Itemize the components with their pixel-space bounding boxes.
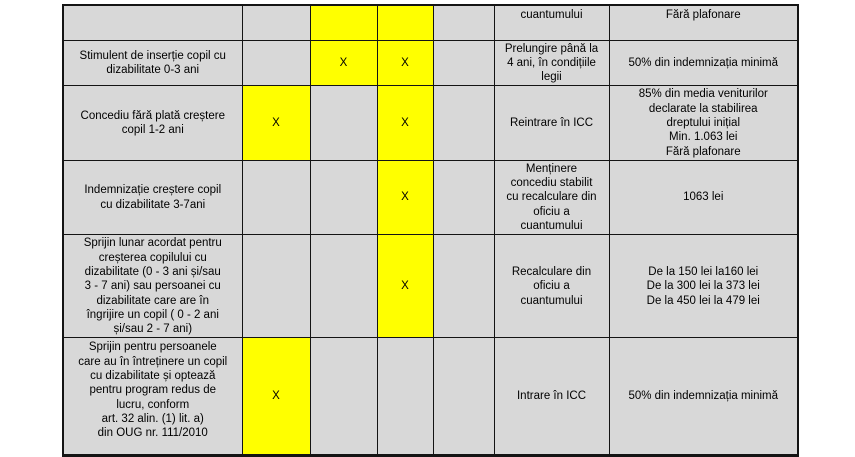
flag-col-3-cell <box>377 5 433 40</box>
row-stimulent-insertie <box>63 40 798 86</box>
flag-col-3-cell: X <box>377 160 433 234</box>
flag-col-1-cell <box>242 40 310 86</box>
condition-cell: Recalculare din oficiu a cuantumului <box>494 235 609 338</box>
condition-cell: Menținere concediu stabilit cu recalculare din oficiu a cuantumului <box>494 160 609 234</box>
flag-col-3-cell: X <box>377 86 433 160</box>
flag-col-3-cell: X <box>377 235 433 338</box>
flag-col-1-cell: X <box>242 338 310 456</box>
flag-col-2-cell <box>310 86 377 160</box>
document-page <box>62 4 799 457</box>
benefit-name-cell: Sprijin lunar acordat pentru creșterea copilului cu dizabilitate (0 - 3 ani și/sau 3 - 7 ani) sau persoanei cu dizabilitate care are în îngrijire un copil ( 0 - 2 ani și/sau 2 - 7 ani) <box>63 235 242 338</box>
row-sprijin-program-redus <box>63 338 798 456</box>
flag-col-4-cell <box>433 235 494 338</box>
condition-cell: Reintrare în ICC <box>494 86 609 160</box>
flag-col-2-cell <box>310 235 377 338</box>
benefit-name-cell <box>63 5 242 40</box>
flag-col-3-cell: X <box>377 40 433 86</box>
amount-cell: 50% din indemnizația minimă <box>609 338 798 456</box>
flag-col-1-cell <box>242 235 310 338</box>
amount-cell: 85% din media veniturilor declarate la stabilirea dreptului inițial Min. 1.063 lei Fără plafonare <box>609 86 798 160</box>
condition-cell: Intrare în ICC <box>494 338 609 456</box>
amount-cell: 1063 lei <box>609 160 798 234</box>
flag-col-1-cell <box>242 5 310 40</box>
flag-col-2-cell: X <box>310 40 377 86</box>
condition-cell: Prelungire până la 4 ani, în condițiile legii <box>494 40 609 86</box>
amount-cell: De la 150 lei la160 lei De la 300 lei la 373 lei De la 450 lei la 479 lei <box>609 235 798 338</box>
flag-col-3-cell <box>377 338 433 456</box>
amount-cell: Fără plafonare <box>609 5 798 40</box>
row-sprijin-lunar <box>63 235 798 338</box>
amount-cell: 50% din indemnizația minimă <box>609 40 798 86</box>
benefits-table <box>62 4 799 457</box>
row-indemnizatie-crestere <box>63 160 798 234</box>
benefit-name-cell: Sprijin pentru persoanele care au în întreținere un copil cu dizabilitate și optează pentru program redus de lucru, conform art. 32 alin. (1) lit. a) din OUG nr. 111/2010 <box>63 338 242 456</box>
flag-col-4-cell <box>433 160 494 234</box>
header-continuation-row <box>63 5 798 40</box>
flag-col-1-cell <box>242 160 310 234</box>
row-concediu-fara-plata <box>63 86 798 160</box>
benefit-name-cell: Concediu fără plată creștere copil 1-2 ani <box>63 86 242 160</box>
flag-col-4-cell <box>433 40 494 86</box>
benefit-name-cell: Indemnizație creștere copil cu dizabilitate 3-7ani <box>63 160 242 234</box>
flag-col-2-cell <box>310 338 377 456</box>
flag-col-2-cell <box>310 5 377 40</box>
flag-col-1-cell: X <box>242 86 310 160</box>
benefits-table-body <box>63 5 798 456</box>
flag-col-4-cell <box>433 5 494 40</box>
flag-col-4-cell <box>433 86 494 160</box>
flag-col-4-cell <box>433 338 494 456</box>
flag-col-2-cell <box>310 160 377 234</box>
condition-cell: cuantumului <box>494 5 609 40</box>
benefit-name-cell: Stimulent de inserție copil cu dizabilitate 0-3 ani <box>63 40 242 86</box>
